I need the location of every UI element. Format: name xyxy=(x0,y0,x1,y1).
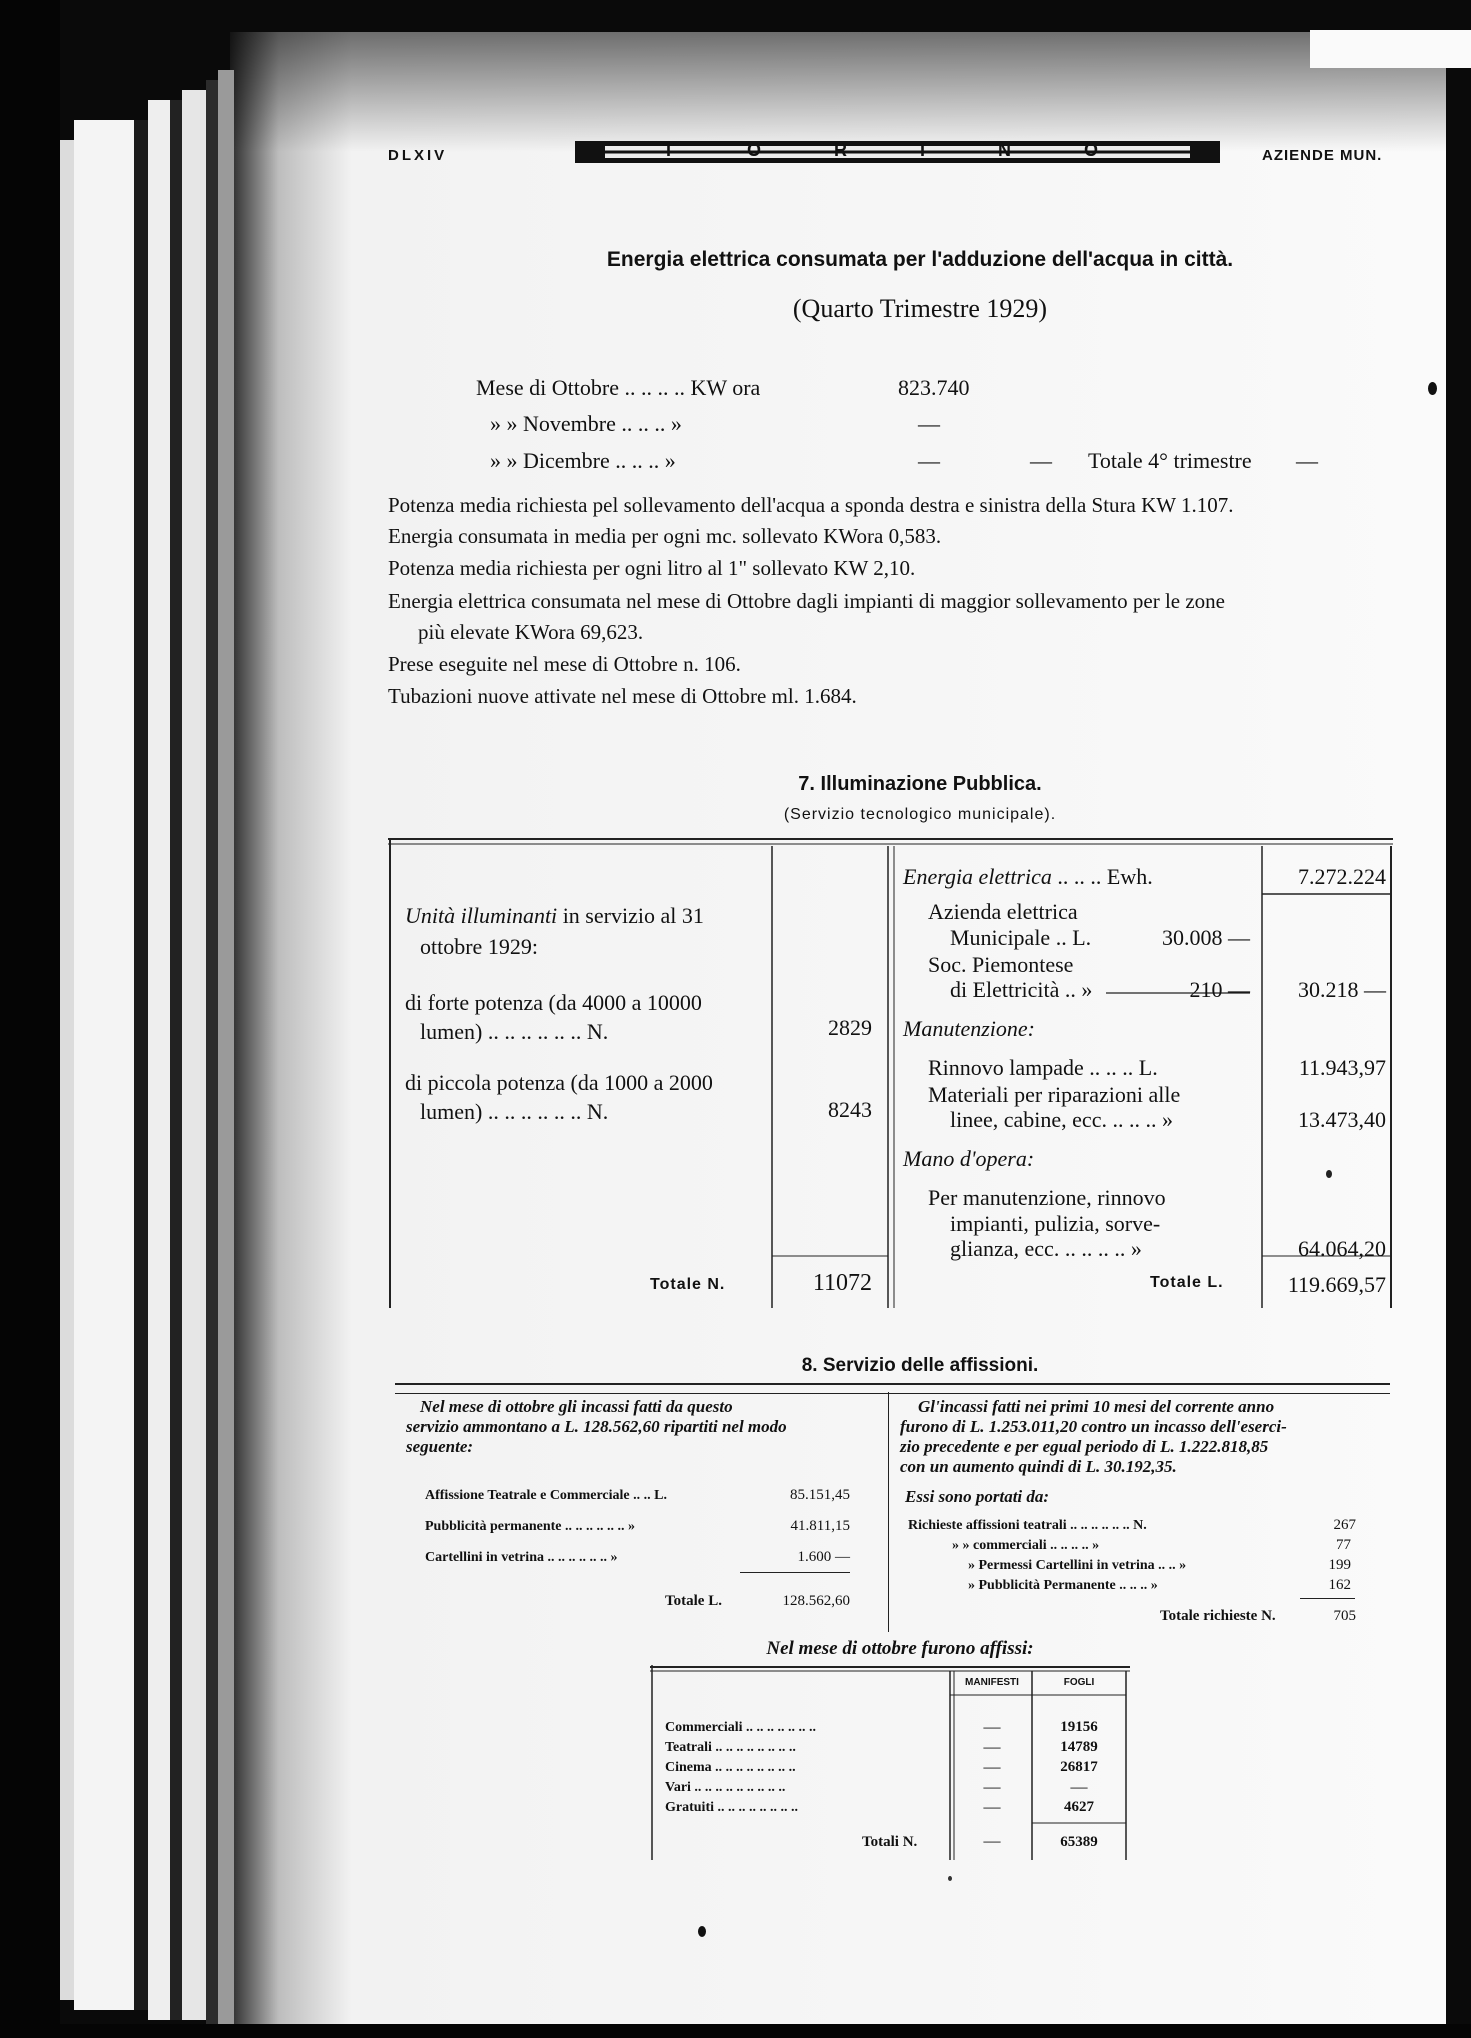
energy-row-dicembre-extra: — xyxy=(1030,448,1052,473)
scan-dot-3 xyxy=(698,1926,706,1937)
affissioni-right-total-value: 705 xyxy=(1333,1608,1356,1624)
affissi-header-manifesti: MANIFESTI xyxy=(965,1677,1019,1688)
affissi-row-cinema-fogli: 26817 xyxy=(1060,1759,1098,1775)
affissioni-left-intro-2: servizio ammontano a L. 128.562,60 ripartiti nel modo xyxy=(406,1417,787,1436)
affissioni-left-intro-3: seguente: xyxy=(406,1437,474,1456)
units-low-power-line1: di piccola potenza (da 1000 a 2000 xyxy=(405,1070,713,1095)
right-total-value: 119.669,57 xyxy=(1287,1272,1386,1297)
affissi-row-teatrali-manifesti: — xyxy=(983,1737,1001,1756)
materiali-line2: linee, cabine, ecc. .. .. .. » xyxy=(950,1107,1173,1132)
azienda-amount: 30.008 — xyxy=(1162,925,1250,950)
affissi-row-commerciali-fogli: 19156 xyxy=(1060,1719,1098,1735)
energy-row-ottobre-value: 823.740 xyxy=(898,375,970,400)
affissi-row-vari-label: Vari .. .. .. .. .. .. .. .. .. xyxy=(665,1780,786,1795)
units-low-power-line2: lumen) .. .. .. .. .. .. N. xyxy=(420,1099,609,1124)
scan-dot-4 xyxy=(948,1876,952,1881)
affissioni-req-cartellini-value: 199 xyxy=(1328,1557,1351,1573)
city-banner-text: T O R I N O xyxy=(662,140,1132,160)
affissioni-left-total-value: 128.562,60 xyxy=(782,1593,850,1609)
per-line2: impianti, pulizia, sorve- xyxy=(950,1211,1161,1236)
units-heading-line2: ottobre 1929: xyxy=(420,934,538,959)
affissioni-item-cartellini-value: 1.600 — xyxy=(797,1549,850,1565)
affissi-row-vari-manifesti: — xyxy=(983,1777,1001,1796)
affissioni-item-teatrale-value: 85.151,45 xyxy=(790,1487,850,1503)
energy-row-dicembre-value: — xyxy=(918,448,940,473)
soc-line1: Soc. Piemontese xyxy=(928,952,1074,977)
energy-note-6: Prese eseguite nel mese di Ottobre n. 106. xyxy=(388,652,741,676)
rinnovo-label: Rinnovo lampade .. .. .. L. xyxy=(928,1055,1158,1080)
affissi-row-commerciali-label: Commerciali .. .. .. .. .. .. .. xyxy=(665,1720,816,1735)
energy-note-5: più elevate KWora 69,623. xyxy=(418,620,644,644)
affissioni-right-total-label: Totale richieste N. xyxy=(1160,1608,1276,1624)
energia-label: Energia elettrica xyxy=(903,864,1052,889)
affissioni-item-teatrale-label: Affissione Teatrale e Commerciale .. .. L. xyxy=(425,1488,667,1503)
affissi-row-gratuiti-fogli: 4627 xyxy=(1064,1799,1094,1815)
energy-note-4: Energia elettrica consumata nel mese di Ottobre dagli impianti di maggior sollevamento per le zone xyxy=(388,589,1226,613)
soc-amount: 210 — xyxy=(1189,977,1250,1002)
per-line3: glianza, ecc. .. .. .. .. » xyxy=(950,1236,1142,1261)
units-total-value: 11072 xyxy=(812,1270,872,1296)
affissioni-right-intro-2: furono di L. 1.253.011,20 contro un incasso dell'eserci- xyxy=(900,1417,1287,1436)
energy-quarter-total-value: — xyxy=(1296,448,1318,473)
affissioni-rule xyxy=(395,1383,1390,1394)
affissioni-req-teatrali-label: Richieste affissioni teatrali .. .. .. .. .. .. N. xyxy=(908,1518,1147,1533)
affissi-total-label: Totali N. xyxy=(862,1834,918,1850)
scan-dot-2 xyxy=(1326,1170,1332,1178)
page-number: DLXIV xyxy=(388,147,448,164)
per-value: 64.064,20 xyxy=(1298,1236,1386,1261)
affissioni-left-intro-1: Nel mese di ottobre gli incassi fatti da questo xyxy=(420,1397,733,1416)
affissioni-right-intro-1: Gl'incassi fatti nei primi 10 mesi del corrente anno xyxy=(918,1397,1275,1416)
affissioni-right-intro-3: zio precedente e per egual periodo di L. 1.222.818,85 xyxy=(900,1437,1269,1456)
affissioni-item-cartellini-label: Cartellini in vetrina .. .. .. .. .. .. » xyxy=(425,1550,618,1565)
scan-dot xyxy=(1428,382,1437,395)
illuminazione-units-heading xyxy=(405,903,704,929)
affissi-row-commerciali-manifesti: — xyxy=(983,1717,1001,1736)
affissi-row-vari-fogli: — xyxy=(1070,1777,1088,1796)
section-header: AZIENDE MUN. xyxy=(1262,147,1383,164)
energy-title: Energia elettrica consumata per l'adduzione dell'acqua in città. xyxy=(606,248,1234,271)
energy-note-1: Potenza media richiesta pel sollevamento dell'acqua a sponda destra e sinistra della Stura KW 1.107. xyxy=(388,493,1234,517)
affissioni-req-commerciali-value: 77 xyxy=(1336,1537,1351,1553)
affissioni-item-pubblicita-value: 41.811,15 xyxy=(790,1518,850,1534)
units-total-label: Totale N. xyxy=(650,1276,726,1293)
energy-subtitle: (Quarto Trimestre 1929) xyxy=(792,294,1048,323)
affissi-total-fogli: 65389 xyxy=(1060,1834,1098,1850)
affissioni-item-pubblicita-label: Pubblicità permanente .. .. .. .. .. .. » xyxy=(425,1519,635,1534)
energia-value: 7.272.224 xyxy=(1298,864,1386,889)
affissioni-right-sub: Essi sono portati da: xyxy=(905,1487,1050,1506)
affissi-row-teatrali-fogli: 14789 xyxy=(1060,1739,1098,1755)
illuminazione-subtitle: (Servizio tecnologico municipale). xyxy=(783,806,1057,823)
rinnovo-value: 11.943,97 xyxy=(1298,1055,1386,1080)
affissi-total-manifesti: — xyxy=(983,1831,1001,1850)
affissioni-col-divider xyxy=(888,1392,889,1632)
azienda-line2: Municipale .. L. xyxy=(950,925,1092,950)
materiali-value: 13.473,40 xyxy=(1298,1107,1386,1132)
azienda-line1: Azienda elettrica xyxy=(928,899,1078,924)
units-heading-rest: in servizio al 31 xyxy=(557,903,704,928)
energy-quarter-total-label: Totale 4° trimestre xyxy=(1088,448,1252,473)
energy-note-3: Potenza media richiesta per ogni litro al 1" sollevato KW 2,10. xyxy=(388,556,916,580)
manutenzione-label: Manutenzione: xyxy=(903,1016,1035,1041)
soc-line2: di Elettricità .. » xyxy=(950,977,1093,1002)
units-high-power-value: 2829 xyxy=(828,1015,872,1040)
right-total-label: Totale L. xyxy=(1150,1274,1224,1291)
affissioni-req-pubblicita-label: » Pubblicità Permanente .. .. .. » xyxy=(968,1578,1158,1593)
energy-row-ottobre-label: Mese di Ottobre .. .. .. .. KW ora xyxy=(476,375,761,400)
energy-note-2: Energia consumata in media per ogni mc. sollevato KWora 0,583. xyxy=(388,524,942,548)
affissioni-req-teatrali-value: 267 xyxy=(1333,1517,1356,1533)
energy-cost-total: 30.218 — xyxy=(1298,977,1386,1002)
energy-row-dicembre-label: » » Dicembre .. .. .. » xyxy=(490,448,676,473)
affissioni-left-sum-rule xyxy=(740,1572,850,1573)
units-low-power-value: 8243 xyxy=(828,1097,872,1122)
units-high-power-line1: di forte potenza (da 4000 a 10000 xyxy=(405,990,702,1015)
materiali-line1: Materiali per riparazioni alle xyxy=(928,1082,1181,1107)
affissi-row-gratuiti-manifesti: — xyxy=(983,1797,1001,1816)
affissioni-right-intro-4: con un aumento quindi di L. 30.192,35. xyxy=(900,1457,1177,1476)
affissioni-req-commerciali-label: » » commerciali .. .. .. .. » xyxy=(952,1538,1100,1553)
per-line1: Per manutenzione, rinnovo xyxy=(928,1185,1166,1210)
affissioni-req-cartellini-label: » Permessi Cartellini in vetrina .. .. » xyxy=(968,1558,1187,1573)
energia-row xyxy=(903,864,1153,890)
illuminazione-title: 7. Illuminazione Pubblica. xyxy=(798,773,1042,795)
affissi-row-cinema-label: Cinema .. .. .. .. .. .. .. .. xyxy=(665,1760,796,1775)
units-heading-italic: Unità illuminanti xyxy=(405,903,558,928)
affissioni-title: 8. Servizio delle affissioni. xyxy=(801,1355,1039,1376)
energia-dots: .. .. .. Ewh. xyxy=(1057,864,1153,889)
units-high-power-line2: lumen) .. .. .. .. .. .. N. xyxy=(420,1019,609,1044)
affissi-row-cinema-manifesti: — xyxy=(983,1757,1001,1776)
energy-note-7: Tubazioni nuove attivate nel mese di Ottobre ml. 1.684. xyxy=(388,684,857,708)
affissi-row-gratuiti-label: Gratuiti .. .. .. .. .. .. .. .. xyxy=(665,1800,798,1815)
energy-row-novembre-value: — xyxy=(918,411,940,436)
affissi-header-fogli: FOGLI xyxy=(1063,1677,1095,1688)
affissi-row-teatrali-label: Teatrali .. .. .. .. .. .. .. .. xyxy=(665,1740,796,1755)
affissioni-left-total-label: Totale L. xyxy=(665,1593,722,1609)
affissioni-req-pubblicita-value: 162 xyxy=(1328,1577,1351,1593)
mano-opera-label: Mano d'opera: xyxy=(903,1146,1035,1171)
energy-row-novembre-label: » » Novembre .. .. .. » xyxy=(490,411,682,436)
affissioni-right-sum-rule xyxy=(1300,1598,1355,1599)
affissi-table-title: Nel mese di ottobre furono affissi: xyxy=(766,1638,1034,1659)
